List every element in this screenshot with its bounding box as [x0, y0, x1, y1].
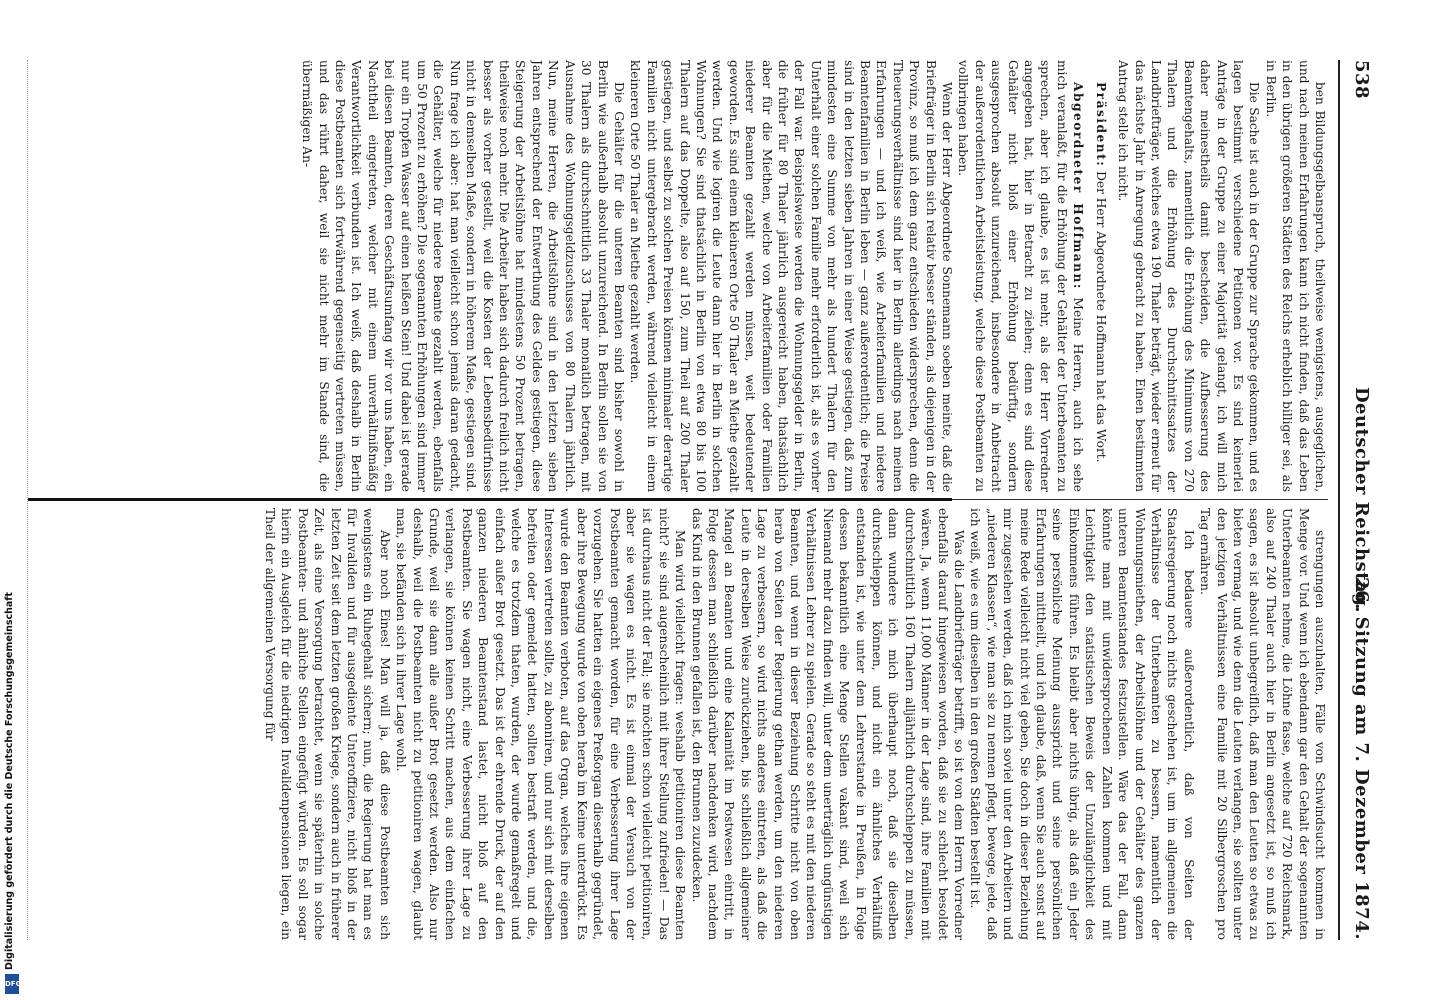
paragraph-text: Aber noch Eines! Man will ja, daß diese Postbeamten sich wenigstens ein Ruhegehalt sichern; nun, die Regierung hat man es für Invaliden und für ausgediente Unteroffiziere, nicht bloß in der letzten Zeit seit dem letzten großen Kriege, sondern auch in früherer Zeit, als eine Versorgung betrachtet, wenn sie späterhin in solche Postbeamten- und ähnliche Stellen eingefügt würden. Es soll sogar hierin ein Ausgleich für die niedrigen Invalidenpensionen liegen, ein Theil der allgemeinen Versorgung für: [263, 508, 392, 940]
paragraph-text: Man wird vielleicht fragen: weshalb petitioniren diese Beamten nicht? sie sind augenscheinlich mit ihrer Stellung zufrieden! — Das ist durchaus nicht der Fall; sie möchten schon vielleicht petitioniren, aber sie wagen es nicht. Es ist einmal der Versuch von der Postbeamten gemacht worden, für eine Verbesserung ihrer Lage vorzugehen. Sie hatten ein eigenes Preßorgan dieserhalb gegründet, aber ihre Bewegung wurde von oben herab im Keime unterdrückt. Es wurde den Beamten verboten, auf das Organ, welches ihre eigenen Interessen vertreten sollte, zu abonniren, und nur sich mit derselben befreiten oder gemeldet hatten, sollten bestraft werden, und die, welche es trotzdem thaten, wurden, der wurde gemaßregelt und einfach außer Brot gesetzt. Das ist der ehrende Druck, der auf den ganzen niederen Beamtenstand lastet, nicht bloß auf den Postbeamten. Sie wagen nicht, eine Verbesserung ihrer Lage zu verlangen, sie können keinen Schritt machen, aus dem einfachen Grunde, weil sie dann alle außer Brot gesetzt werden. Also nur deshalb, weil die Postbeamten nicht zu petitioniren wagen, glaubt man, sie befänden sich in ihrer Lage wohl.: [394, 508, 688, 940]
paragraph-text: Wenn der Herr Abgeordnete Sonnemann soeben meinte, daß die Briefträger in Berlin sich relativ besser ständen, als diejenigen in der Provinz, so muß ich dem ganz entschieden widersprechen, denn die Theuerungsverhältnisse sind hier in Berlin allerdings nach meinen Erfahrungen — und ich weiß, wie Arbeiterfamilien und niedere Beamtenfamilien in Berlin leben — ganz außerordentlich; die Preise sind in den letzten sieben Jahren in einer Weise gestiegen, daß zum mindesten eine Summe von mehr als hundert Thalern für den Unterhalt einer solchen Familie mehr erforderlich ist, als es vorher der Fall war. Beispielsweise werden die Wohnungsgelder in Berlin, die früher für 80 Thaler jährlich ausgereicht haben, thatsächlich aber für die Miethen, welche von Arbeiterfamilien oder Familien niederer Beamten gezahlt werden müssen, weit bedeutender geworden. Es sind einem kleineren Orte 50 Thaler an Miethe gezahlt werden. Und wie logiren die Leute dann hier in Berlin in solchen Wohnungen? Sie sind thatsächlich in Berlin von etwa 80 bis 100 Thalern auf das Doppelte, also auf 150, zum Theil auf 200 Thaler gestiegen, und selbst zu solchen Preisen können minimaler derartige Familien nicht untergebracht werden, während vielleicht in einem kleineren Orte 50 Thaler an Miethe gezahlt werden.: [628, 60, 955, 492]
paragraph: [1262, 60, 1328, 492]
paragraph: [688, 508, 967, 940]
speaker-name: Abgeordneter Hoffmann:: [1071, 82, 1086, 290]
left-text-column: [68, 60, 1328, 492]
speaker-name: Präsident:: [1093, 82, 1108, 168]
paragraph: [1092, 60, 1108, 492]
page-number: 538: [1351, 60, 1372, 100]
paragraph: [262, 508, 393, 940]
paragraph-text: ben Bildungsgelbanspruch, theilweise wenigstens, ausgeglichen, und nach meinen Erfahrungen kann ich nicht finden, daß das Leben in den übrigen größeren Städten des Reichs erheblich billiger sei, als in Berlin.: [1263, 60, 1327, 492]
credit-text: Digitalisierung gefördert durch die Deutsche Forschungsgemeinschaft: [4, 592, 15, 970]
column-divider-bold: [28, 498, 952, 501]
paragraph-text: Ich bedauere außerordentlich, daß von Seiten der Staatsregierung noch nichts geschehen ist, um im allgemeinen die Verhältnisse der Unterbeamten zu bessern, namentlich der Wohnungsmiethen, der Arbeitslöhne und der Gehälter des ganzen unteren Beamtenstandes festzustellen. Wäre das der Fall, dann könnte man mit unwidersprochenen Zahlen kommen und mit Leichtigkeit den statistischen Beweis der Unzulänglichkeit des Einkommens führen. Es bleibt aber nichts übrig, als daß ein Jeder seine persönliche Meinung ausspricht und seine persönlichen Erfahrungen mittheilt, und ich glaube, daß, wenn Sie auch sonst auf meine Rede vielleicht nicht viel geben, Sie doch in dieser Beziehung mir zugestehen werden, daß ich mich soviel unter den Arbeitern und „niederen Klassen“, wie man sie zu nennen pflegt, bewege, jede, daß ich weiß, wie es um dieselben in den großen Städten bestellt ist.: [968, 508, 1196, 940]
paragraph-text: Die Gehälter für die unteren Beamten sind bisher sowohl in Berlin wie außerhalb absolut unzureichend. In Berlin sollen sie von 30 Thalern als durchschnittlich 33 Thaler monatlich betragen, mit Ausnahme des Wohnungsgeldzuschusses von 80 Thalern jährlich. Nun, meine Herren, die Arbeitslöhne sind in den letzten sieben Jahren entsprechend der Entwerthung des Geldes gestiegen, diese Steigerung der Arbeitslöhne hat mindestens 50 Prozent betragen, theilweise noch mehr. Die Arbeiter haben sich dadurch freilich nicht besser als vorher gestellt, weil die Kosten der Lebensbedürfnisse nicht in demselben Maße, sondern in höherem Maße, gestiegen sind. Nun frage ich aber: hat man vielleicht schon jemals daran gedacht, die Gehälter, welche für niedere Beamte gezahlt werden, ebenfalls um 50 Prozent zu erhöhen? Die sogenannten Erhöhungen sind immer nur ein Tropfen Wasser auf einen heißen Stein! Und dabei ist gerade bei diesen Beamten, deren Geschäftsumfang wir vor uns haben, ein Nachtheil eingetreten, welcher mit einem unverhältnißmäßig Verantwortlichkeit verbunden ist. Ich weiß, daß deshalb in Berlin diese Postbeamten sich fortwährend gegenseitig vertreten müssen, und das rührt daher, weil sie nicht mehr im Stande sind, die übermäßigen An-: [300, 60, 626, 492]
right-text-column: [68, 508, 1328, 940]
paragraph-text: Meine Herren, auch ich sehe mich veranlaßt, für die Erhöhung der Gehälter der Unterbeamten zu sprechen, aber ich glaube, es ist mehr, als der Herr Vorredner angegeben hat, hier in Betracht zu ziehen; denn es sind diese Gehälter nicht bloß einer Erhöhung bedürftig, sondern ausgesprochen absolut unzureichend, insbesondere in Anbetracht der außerordentlichen Arbeitsleistung, welche diese Postbeamten zu vollbringen haben.: [956, 60, 1086, 492]
publication-title: Deutscher Reichstag.: [1351, 386, 1372, 614]
paragraph-text: Der Herr Abgeordnete Hoffmann hat das Wort.: [1093, 171, 1108, 463]
paragraph: [955, 60, 1086, 492]
paragraph: [1115, 60, 1263, 492]
page-header: [1344, 60, 1372, 940]
paragraph: [393, 508, 688, 940]
paragraph-text: Was die Landbriefträger betrifft, so ist von dem Herrn Vorredner ebenfalls darauf hingewiesen worden, daß sie zu schlecht besoldet wären. Ja, wenn 11,000 Männer in der Lage sind, ihre Familien mit durchschnittlich 160 Thalern alljährlich durchschleppen zu müssen, dann wundere ich mich überhaupt noch, daß sie dieselben durchschleppen können, und nicht ein ähnliches Verhältniß entstanden ist, wie unter dem Lehrerstande in Preußen, in Folge dessen bekanntlich eine Menge Stellen vakant sind, weil sich Niemand mehr dazu finden will, unter dem unerträglich ungünstigen Verhältnissen Lehrer zu spielen. Gerade so steht es mit den niederen Beamten, und wenn in dieser Beziehung Schritte nicht von oben herab von Seiten der Regierung gethan werden, um den niederen Lage zu verbessern, so wird nichts anderes eintreten, als daß die Leute in derselben Weise zurückziehen, bis schließlich allgemeiner Mangel an Beamten und eine Kalamität im Postwesen eintritt, in Folge dessen man schließlich darüber nachdenken wird, nachdem das Kind in den Brunnen gefallen ist, den Brunnen zuzudecken.: [689, 508, 967, 940]
dfg-logo: DFG: [5, 974, 19, 994]
paragraph: [299, 60, 627, 492]
session-date: 26. Sitzung am 7. Dezember 1874.: [1351, 577, 1372, 940]
paragraph-text: Die Sache ist auch in der Gruppe zur Sprache gekommen, und es lagen bestimmt verschiedene Petitionen vor. Es sind keinerlei Anträge in der Gruppe zu einer Majorität gelangt, ich will mich daher meinestheils damit bescheiden, die Aufbesserung des Beamtengehalts, namentlich die Erhöhung des Minimums von 270 Thalern und die Erhöhung des Durchschnittssatzes der Landbriefträger, welches etwa 190 Thaler beträgt, wieder erneut für das nächste Jahr in Anregung gebracht zu haben. Einen bestimmten Antrag stelle ich nicht.: [1116, 60, 1262, 492]
digitization-credit: [2, 592, 24, 998]
paragraph: [627, 60, 955, 492]
header-rule: [1338, 60, 1340, 940]
paragraph-text: strengungen auszuhalten, Fälle von Schwindsucht kommen in Menge vor. Und wenn ich ebendann gar den Gehalt der sogenannten Unterbeamten nehme, die Löhne fasse, welche auf 720 Reichsmark, also auf 240 Thaler auch hier in Berlin angesetzt ist, so muß ich sagen, es ist absolut unbegreiflich, daß man den Leuten so etwas zu bieten vermag, und wie denn die Leuten verlangen, sie sollten unter den jetzigen Verhältnissen eine Familie mit 20 Silbergroschen pro Tag ernähren.: [1198, 508, 1327, 940]
paragraph: [1197, 508, 1328, 940]
paragraph: [967, 508, 1197, 940]
